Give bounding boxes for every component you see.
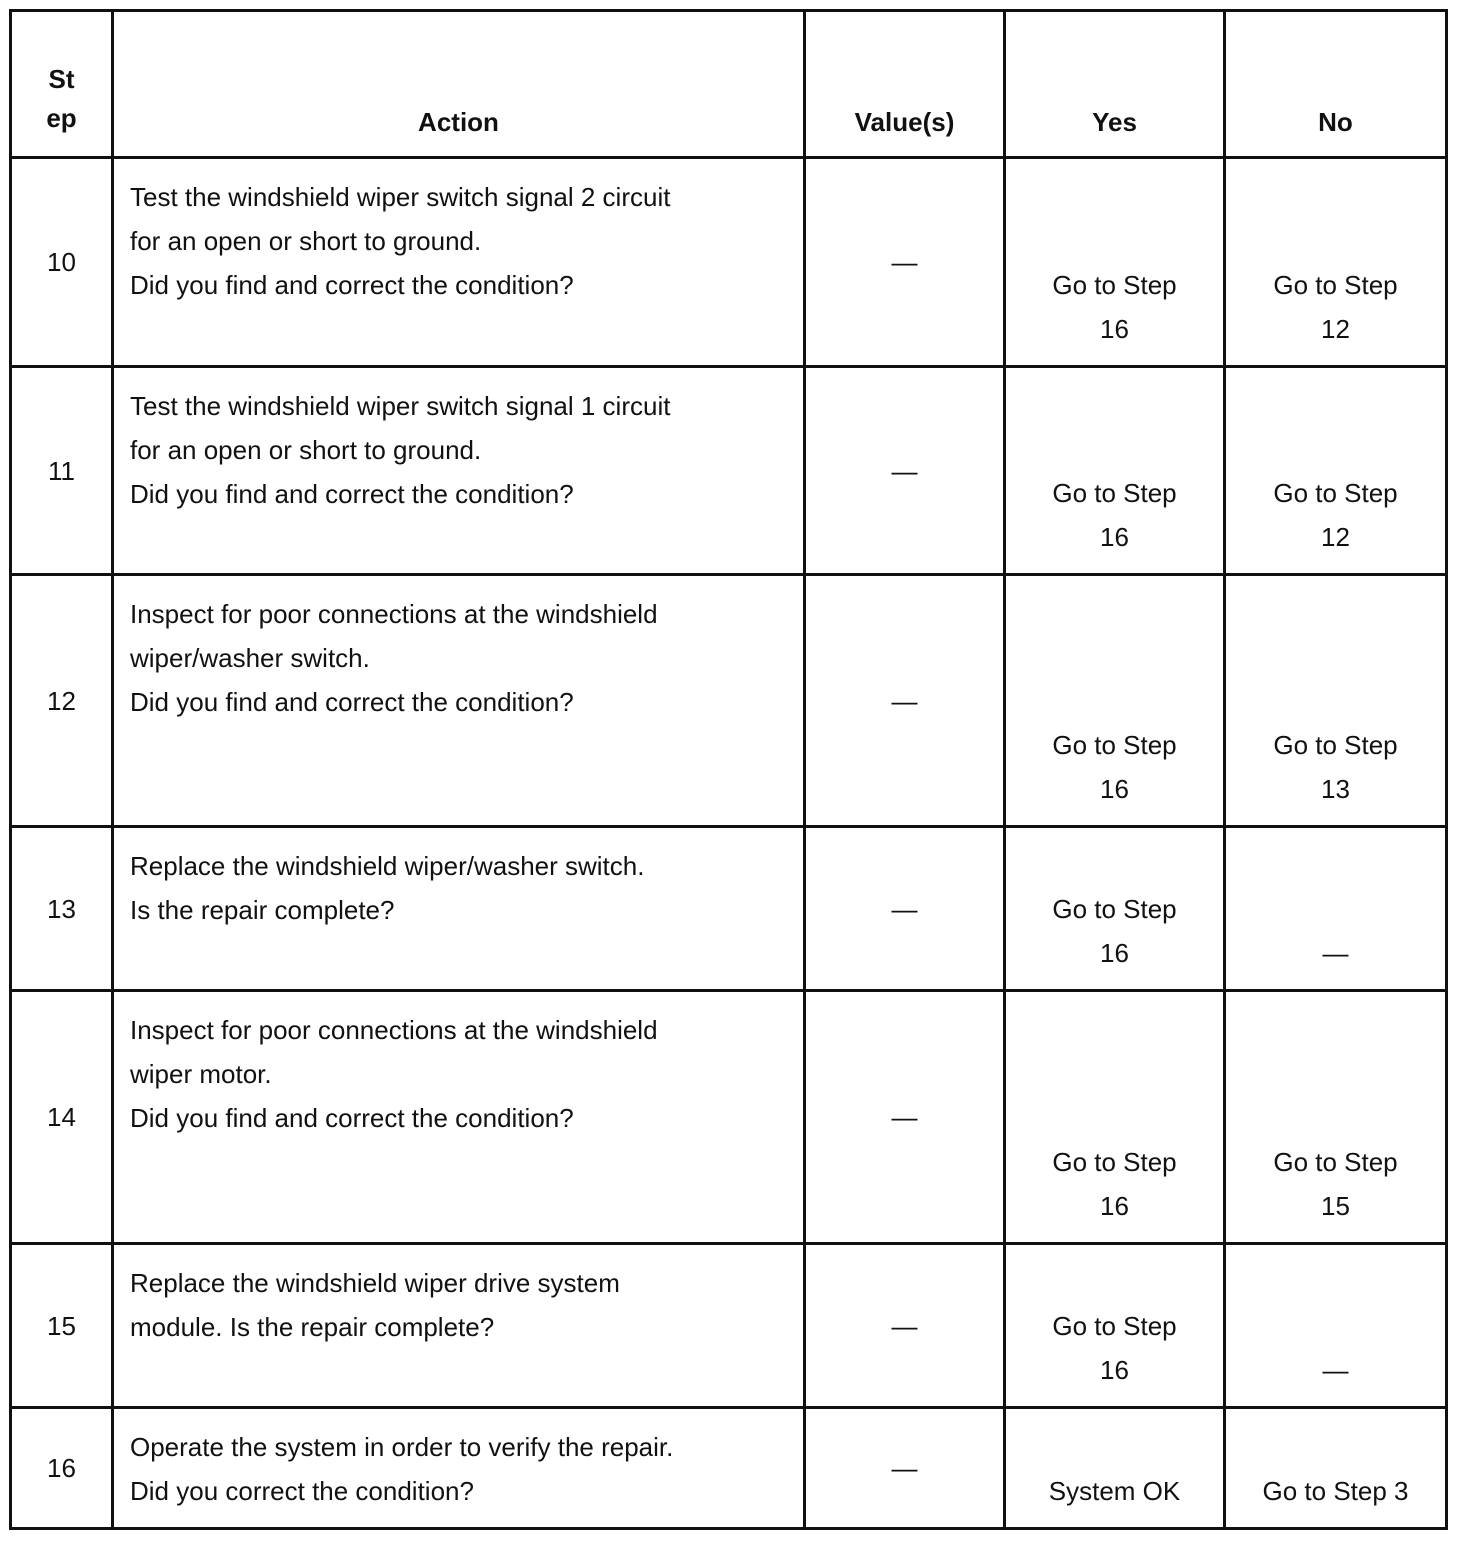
no-line: 12 <box>1321 522 1350 552</box>
yes-line: Go to Step <box>1052 1147 1177 1177</box>
yes-line: System OK <box>1048 1476 1181 1506</box>
yes-line: 16 <box>1100 938 1129 968</box>
action-cell <box>113 367 805 575</box>
no-cell <box>1225 1244 1447 1408</box>
value-cell: — <box>805 158 1005 367</box>
no-cell <box>1225 827 1447 991</box>
action-cell <box>113 1408 805 1529</box>
value-cell: — <box>805 991 1005 1244</box>
table-row <box>11 367 1447 575</box>
no-line: 13 <box>1321 774 1350 804</box>
table-row <box>11 1408 1447 1529</box>
yes-cell <box>1005 827 1225 991</box>
yes-line: 16 <box>1100 314 1129 344</box>
yes-line: Go to Step <box>1052 270 1177 300</box>
no-line: — <box>1322 1355 1349 1385</box>
no-cell <box>1225 158 1447 367</box>
step-number: 10 <box>11 158 113 367</box>
table-body <box>11 158 1447 1529</box>
yes-cell <box>1005 367 1225 575</box>
no-line: Go to Step <box>1273 478 1398 508</box>
action-line: Test the windshield wiper switch signal 2 circuit <box>130 182 671 212</box>
no-line: Go to Step <box>1273 270 1398 300</box>
action-line: Replace the windshield wiper/washer switch. <box>130 851 645 881</box>
yes-cell <box>1005 1244 1225 1408</box>
action-line: module. Is the repair complete? <box>130 1312 495 1342</box>
yes-cell <box>1005 991 1225 1244</box>
action-line: Did you find and correct the condition? <box>130 687 574 717</box>
action-cell <box>113 1244 805 1408</box>
action-line: Replace the windshield wiper drive system <box>130 1268 620 1298</box>
yes-line: 16 <box>1100 522 1129 552</box>
yes-cell <box>1005 158 1225 367</box>
action-line: Did you correct the condition? <box>130 1476 474 1506</box>
action-cell <box>113 158 805 367</box>
action-line: for an open or short to ground. <box>130 435 482 465</box>
table-row <box>11 575 1447 827</box>
no-line: Go to Step <box>1273 730 1398 760</box>
action-cell <box>113 991 805 1244</box>
yes-line: Go to Step <box>1052 730 1177 760</box>
action-line: Did you find and correct the condition? <box>130 270 574 300</box>
no-line: 12 <box>1321 314 1350 344</box>
table-row <box>11 827 1447 991</box>
yes-line: 16 <box>1100 1355 1129 1385</box>
header-row <box>11 11 1447 158</box>
action-line: wiper motor. <box>130 1059 272 1089</box>
header-no: No <box>1225 11 1447 158</box>
header-yes: Yes <box>1005 11 1225 158</box>
value-cell: — <box>805 367 1005 575</box>
action-line: Did you find and correct the condition? <box>130 1103 574 1133</box>
no-line: — <box>1322 938 1349 968</box>
no-line: Go to Step <box>1273 1147 1398 1177</box>
yes-line: 16 <box>1100 774 1129 804</box>
action-line: Test the windshield wiper switch signal 1 circuit <box>130 391 671 421</box>
value-cell: — <box>805 575 1005 827</box>
value-cell: — <box>805 1244 1005 1408</box>
header-action: Action <box>113 11 805 158</box>
step-number: 12 <box>11 575 113 827</box>
no-cell <box>1225 575 1447 827</box>
yes-cell <box>1005 575 1225 827</box>
action-line: Is the repair complete? <box>130 895 395 925</box>
yes-line: Go to Step <box>1052 1311 1177 1341</box>
no-cell <box>1225 991 1447 1244</box>
header-values: Value(s) <box>805 11 1005 158</box>
action-line: Did you find and correct the condition? <box>130 479 574 509</box>
header-step-line1: St <box>48 64 75 94</box>
step-number: 16 <box>11 1408 113 1529</box>
no-line: 15 <box>1321 1191 1350 1221</box>
yes-line: Go to Step <box>1052 894 1177 924</box>
action-line: wiper/washer switch. <box>130 643 370 673</box>
step-number: 14 <box>11 991 113 1244</box>
action-line: Inspect for poor connections at the windshield <box>130 599 658 629</box>
header-step <box>11 11 113 158</box>
step-number: 15 <box>11 1244 113 1408</box>
no-line: Go to Step 3 <box>1262 1476 1409 1506</box>
action-cell <box>113 575 805 827</box>
table-row <box>11 1244 1447 1408</box>
action-line: Operate the system in order to verify the repair. <box>130 1432 674 1462</box>
action-cell <box>113 827 805 991</box>
value-cell: — <box>805 1408 1005 1529</box>
yes-cell <box>1005 1408 1225 1529</box>
table-row <box>11 991 1447 1244</box>
action-line: for an open or short to ground. <box>130 226 482 256</box>
yes-line: 16 <box>1100 1191 1129 1221</box>
action-line: Inspect for poor connections at the windshield <box>130 1015 658 1045</box>
no-cell <box>1225 1408 1447 1529</box>
diagnostic-table <box>9 9 1448 1530</box>
value-cell: — <box>805 827 1005 991</box>
step-number: 11 <box>11 367 113 575</box>
table-row <box>11 158 1447 367</box>
header-step-line2: ep <box>46 103 77 133</box>
yes-line: Go to Step <box>1052 478 1177 508</box>
no-cell <box>1225 367 1447 575</box>
step-number: 13 <box>11 827 113 991</box>
